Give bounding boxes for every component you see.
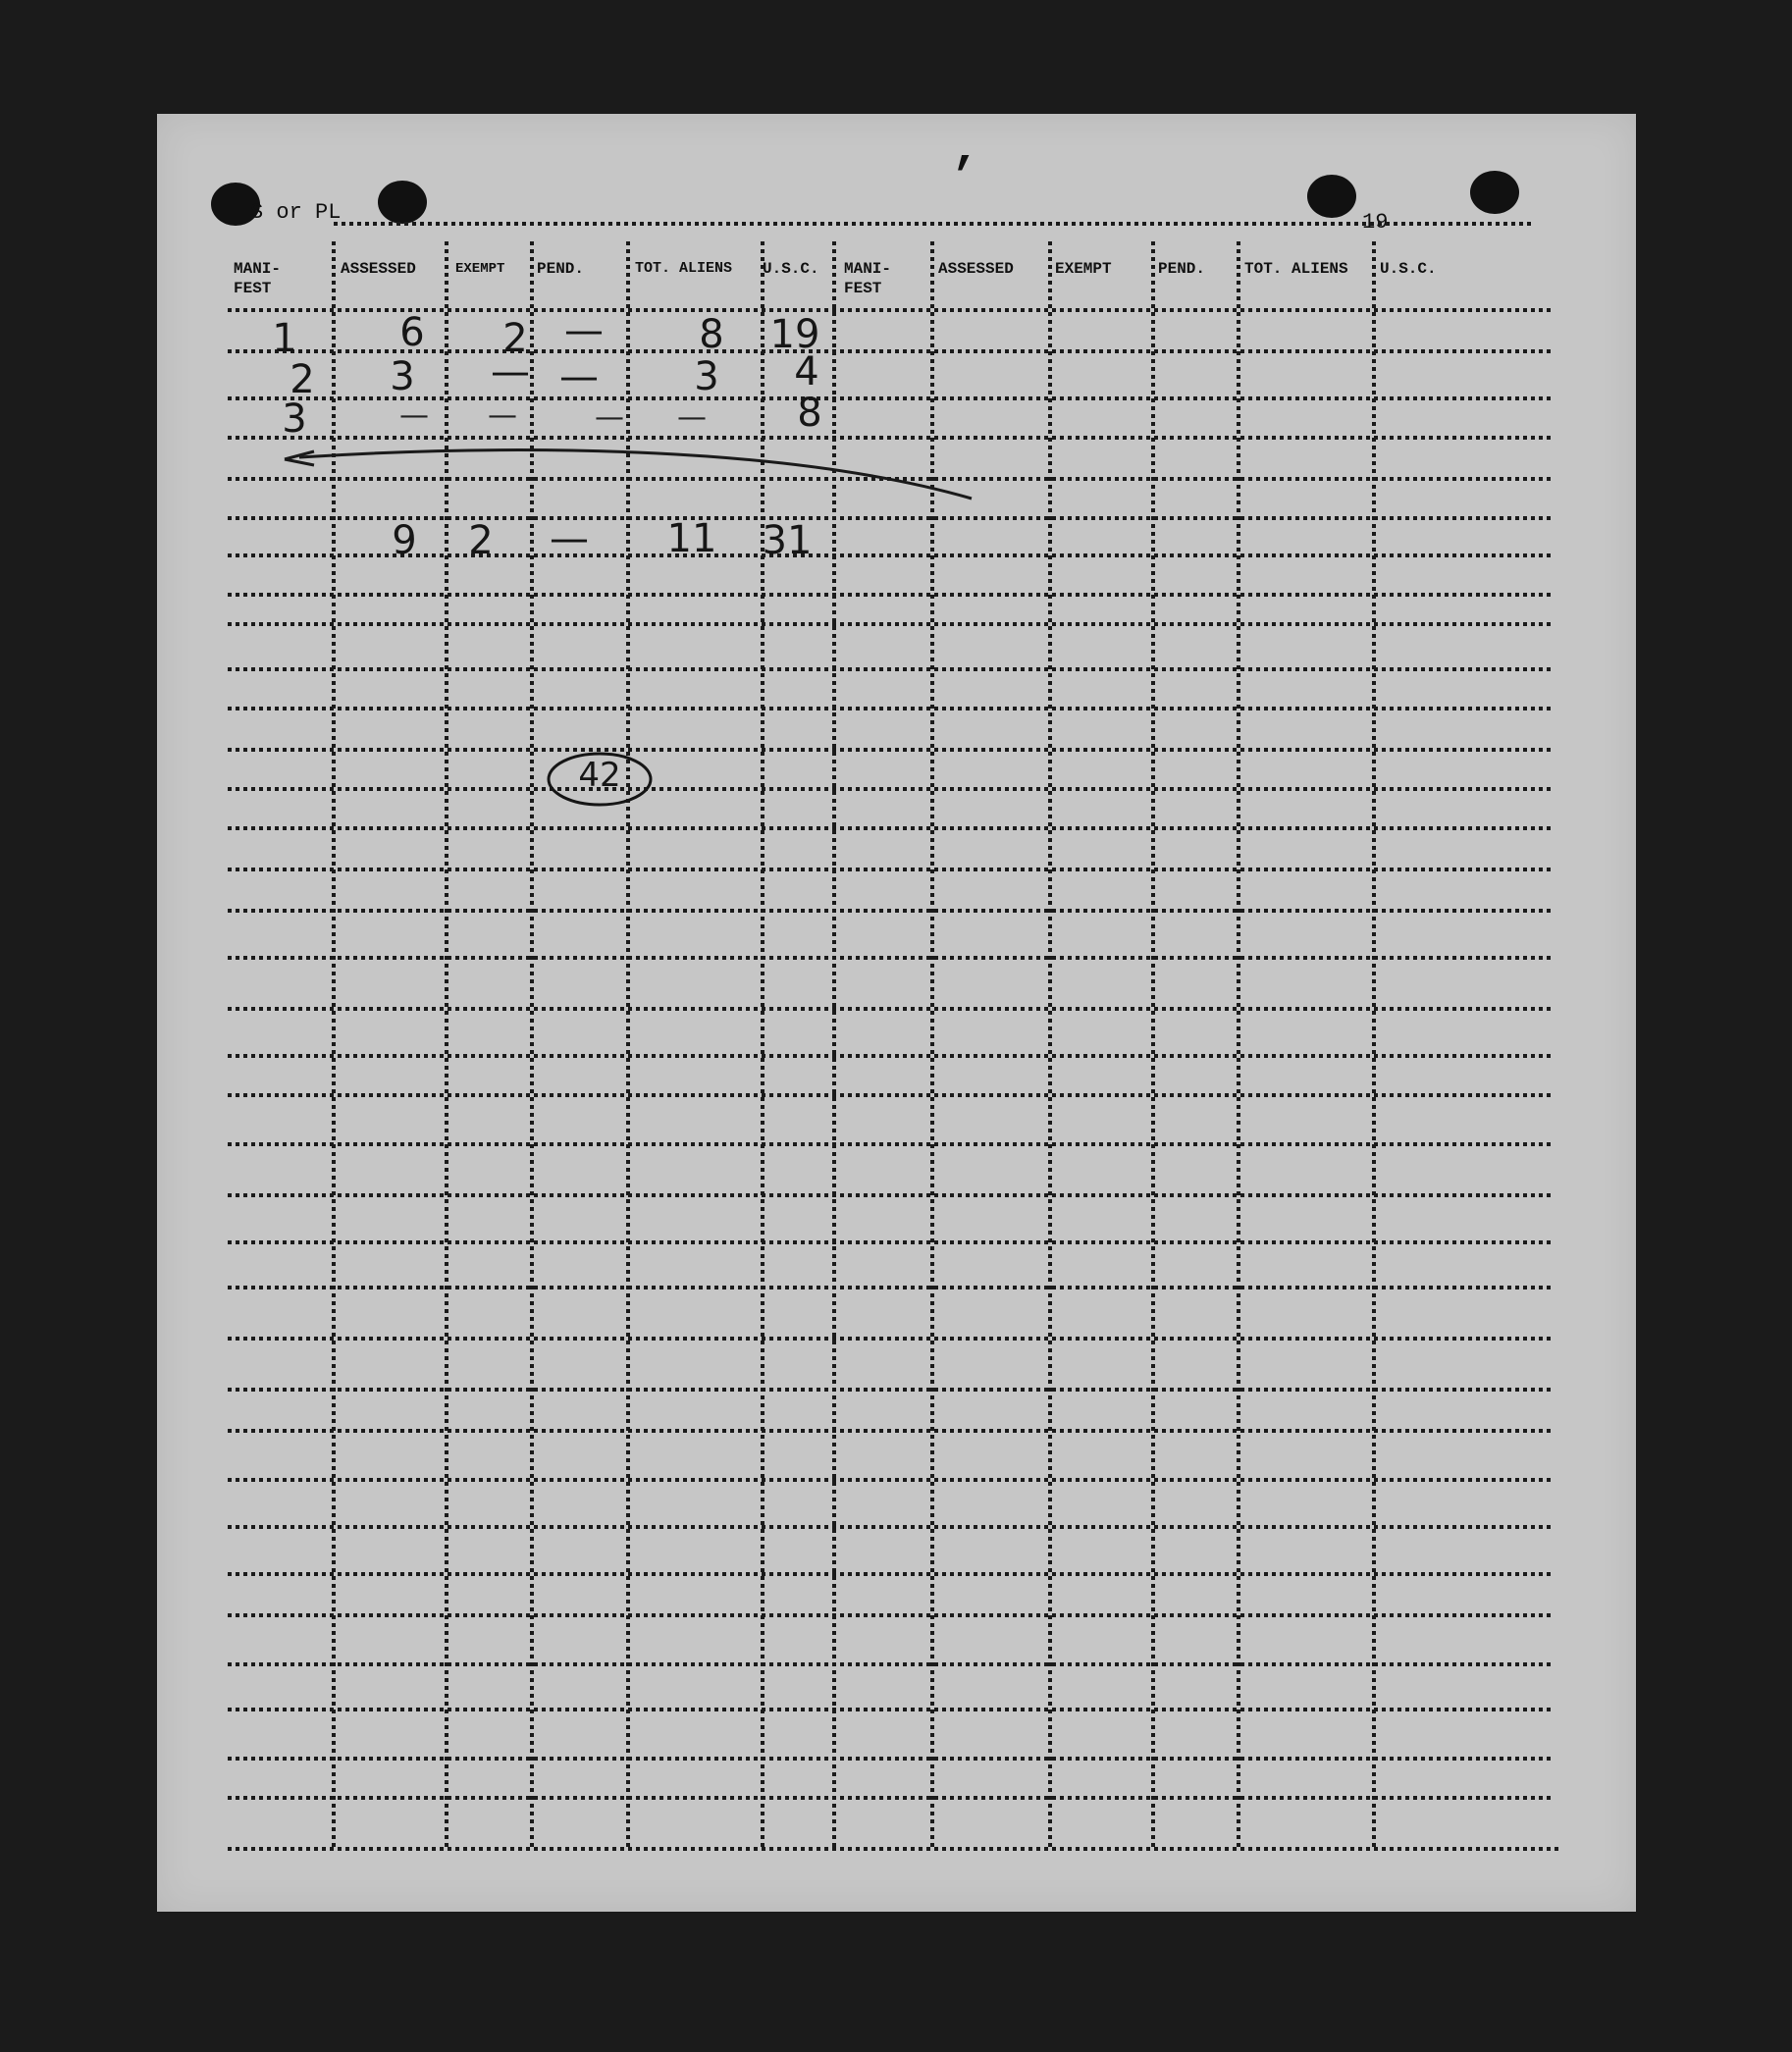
row3-tot-aliens: — [677,400,707,435]
handwritten-underline [299,450,972,499]
col-usc-left: U.S.C. [763,260,819,278]
col-manifest-left: MANI- FEST [234,260,282,297]
row2-exempt: — [491,349,530,395]
row1-tot-aliens: 8 [699,312,724,357]
form-sheet [157,114,1636,1912]
row2-usc: 4 [794,349,819,395]
col-exempt-right: EXEMPT [1055,260,1112,278]
total-exempt: 2 [468,518,494,563]
row1-assessed: 6 [399,310,425,355]
col-assessed-left: ASSESSED [341,260,416,278]
total-pend: — [550,516,589,561]
row3-assessed: — [399,398,429,433]
row2-manifest: 2 [290,357,315,402]
row1-manifest: 1 [272,316,297,361]
col-assessed-right: ASSESSED [938,260,1014,278]
header-comma-mark: , [952,124,980,177]
header-year-label: 19 [1362,210,1389,235]
col-exempt-left: EXEMPT [455,261,505,277]
row2-pend: — [559,354,599,399]
col-tot-aliens-right: TOT. ALIENS [1244,260,1348,278]
row2-tot-aliens: 3 [694,354,719,399]
col-pend-left: PEND. [537,260,585,278]
row1-pend: — [564,308,604,353]
row1-exempt: 2 [502,316,528,361]
row1-usc: 19 [769,312,820,357]
total-tot-aliens: 11 [666,516,717,561]
total-usc: 31 [762,518,813,563]
row3-manifest: 3 [282,396,307,442]
ledger-grid [157,114,1636,1912]
arrow-tip [285,451,314,465]
circled-number: 42 [578,756,621,795]
col-tot-aliens-left: TOT. ALIENS [635,260,733,277]
col-manifest-right: MANI- FEST [844,260,892,297]
col-pend-right: PEND. [1158,260,1206,278]
header-left-label: S or PL [250,200,342,225]
row3-pend: — [595,400,624,435]
total-assessed: 9 [392,518,417,563]
row3-usc: 8 [797,391,822,436]
row3-exempt: — [488,398,517,433]
col-usc-right: U.S.C. [1380,260,1437,278]
row2-assessed: 3 [390,354,415,399]
